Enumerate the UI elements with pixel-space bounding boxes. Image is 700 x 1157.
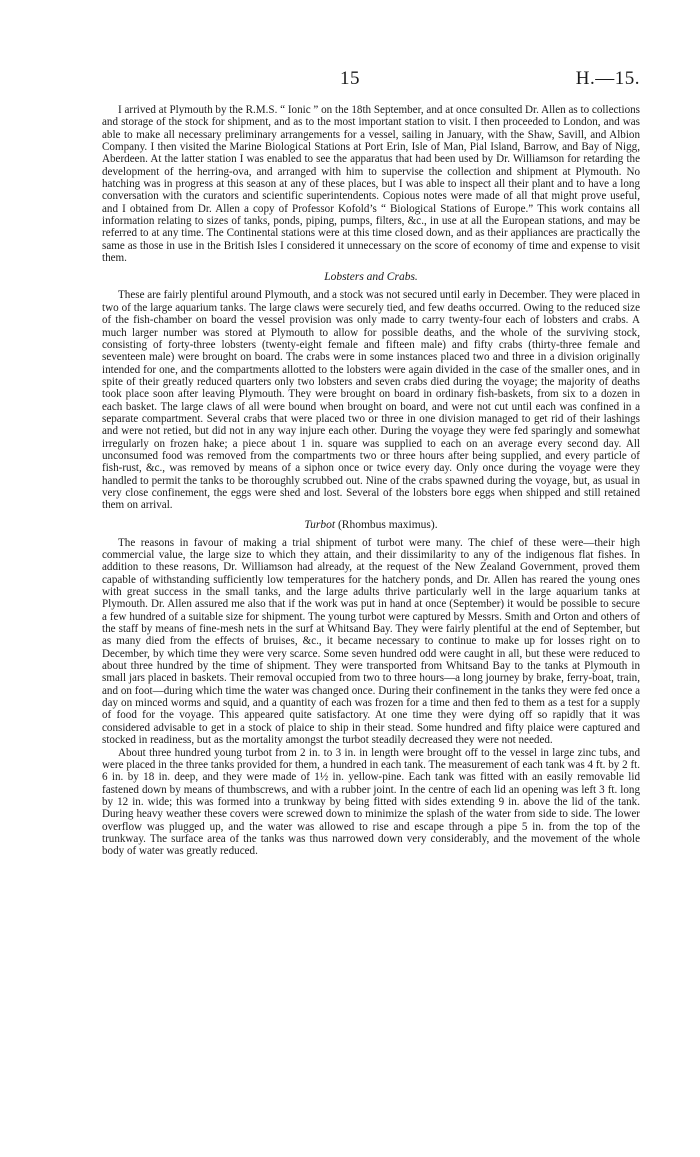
lobsters-paragraph: These are fairly plentiful around Plymouth, and a stock was not secured until early in December. They were placed in two of the large aquarium tanks. The large claws were securely tied, and few deaths occurred. Owing to the reduced size of the fish-chamber on board the vessel provision was only made to carry twenty-four each of lobsters and crabs. A much larger number was stored at Plymouth to allow for possible deaths, and the whole of the surviving stock, consisting of forty-three lobsters (twenty-eight female and fifteen male) and fifty crabs (thirty-three female and seventeen male) were brought on board. The crabs were in some instances placed two and three in a division originally intended for one, and the compartments allotted to the lobsters were again divided in the case of the smaller ones, and in spite of their greatly reduced quarters only two lobsters and seven crabs died during the voyage; the majority of deaths took place soon after leaving Plymouth. They were brought on board in ordinary fish-baskets, from six to a dozen in each basket. The large claws of all were bound when brought on board, and were not cut until each was confined in a separate compartment. Several crabs that were placed two or three in one division managed to get rid of their lashings and were not retied, but did not in any way injure each other. During the voyage they were fed sparingly and somewhat irregularly on frozen hake; a piece about 1 in. square was supplied to each on an average every second day. All unconsumed food was removed from the compartments two or three hours after being supplied, and every particle of fish-rust, &c., was removed by means of a siphon once or twice every day. Only once during the voyage were they handled to permit the tanks to be thoroughly scrubbed out. Nine of the crabs spawned during the voyage, but, as usual in very close confinement, the eggs were shed and lost. Several of the lobsters bore eggs when shipped and still retained them on arrival. <box>102 289 640 512</box>
turbot-heading <box>102 519 640 532</box>
turbot-heading-title: Turbot <box>304 518 336 531</box>
turbot-paragraph-1: The reasons in favour of making a trial shipment of turbot were many. The chief of these were—their high commercial value, the large size to which they attain, and their dissimilarity to any of the indigenous flat fishes. In addition to these reasons, Dr. Williamson had already, at the request of the New Zealand Government, proved them capable of withstanding sufficiently low temperatures for the hatchery ponds, and Dr. Allen has reared the young ones with great success in the small tanks, and the large adults thrive particularly well in the large aquarium tanks at Plymouth. Dr. Allen assured me also that if the work was put in hand at once (September) it would be possible to secure a few hundred of a suitable size for shipment. The young turbot were captured by Messrs. Smith and Orton and others of the staff by means of fine-mesh nets in the surf at Whitsand Bay. They were fairly plentiful at the end of September, but as many died from the effects of bruises, &c., it became necessary to continue to make up for losses right on to December, by which time they were very scarce. Some seven hundred odd were caught in all, but these were reduced to about three hundred by the time of shipment. They were transported from Whitsand Bay to the tanks at Plymouth in small jars placed in baskets. Their removal occupied from two to three hours—a long journey by brake, ferry-boat, train, and on foot—during which time the water was changed once. During their confinement in the tanks they were fed once a day on minced worms and squid, and a quantity of each was frozen for a time and then fed to them as a test for a supply of food for the voyage. This appeared quite satisfactory. At one time they were dying off so rapidly that it was considered advisable to get in a stock of plaice to ship in their stead. Some hundred and fifty plaice were captured and stocked in readiness, but as the mortality amongst the turbot steadily decreased they were not needed. <box>102 536 640 747</box>
page-number: 15 <box>340 68 360 89</box>
document-reference: H.—15. <box>575 68 640 89</box>
intro-paragraph: I arrived at Plymouth by the R.M.S. “ Ionic ” on the 18th September, and at once consulted Dr. Allen as to collections and storage of the stock for shipment, and as to the most important station to visit. I then proceeded to London, and was able to make all necessary preliminary arrangements for a vessel, sailing in January, with the Shaw, Savill, and Albion Company. I then visited the Marine Biological Stations at Port Erin, Isle of Man, Pial Island, Barrow, and Bay of Nigg, Aberdeen. At the latter station I was enabled to see the apparatus that had been used by Dr. Williamson for retarding the development of the herring-ova, and arranged with him to supervise the collection and shipment at Plymouth. No hatching was in progress at this season at any of these places, but I was able to inspect all their plant and to have a long conversation with the curators and scientific superintendents. Copious notes were made of all that might prove useful, and I obtained from Dr. Allen a copy of Professor Kofold’s “ Biological Stations of Europe.” This work contains all information relating to sizes of tanks, ponds, piping, pumps, filters, &c., in use at all the European stations, and may be referred to at any time. The Continental stations were at this time closed down, and as their appliances are practically the same as those in use in the British Isles I considered it unnecessary on the score of economy of time and expense to visit them. <box>102 104 640 265</box>
turbot-paragraph-2: About three hundred young turbot from 2 in. to 3 in. in length were brought off to the vessel in large zinc tubs, and were placed in the three tanks provided for them, a hundred in each tank. The measurement of each tank was 4 ft. by 2 ft. 6 in. by 18 in. deep, and they were made of 1½ in. yellow-pine. Each tank was fitted with an easily removable lid fastened down by means of thumbscrews, and with a rubber joint. In the centre of each lid an opening was left 3 ft. long by 12 in. wide; this was formed into a trunkway by being fitted with sides extending 9 in. above the lid of the tank. During heavy weather these covers were screwed down to minimize the splash of the water from side to side. The lower overflow was plugged up, and the water was allowed to rise and escape through a pipe 5 in. from the top of the trunkway. The surface area of the tanks was thus narrowed down very considerably, and the movement of the whole body of water was greatly reduced. <box>102 746 640 858</box>
turbot-heading-species: (Rhombus maximus). <box>337 518 438 531</box>
page-header <box>102 68 640 94</box>
lobsters-heading: Lobsters and Crabs. <box>324 271 418 284</box>
